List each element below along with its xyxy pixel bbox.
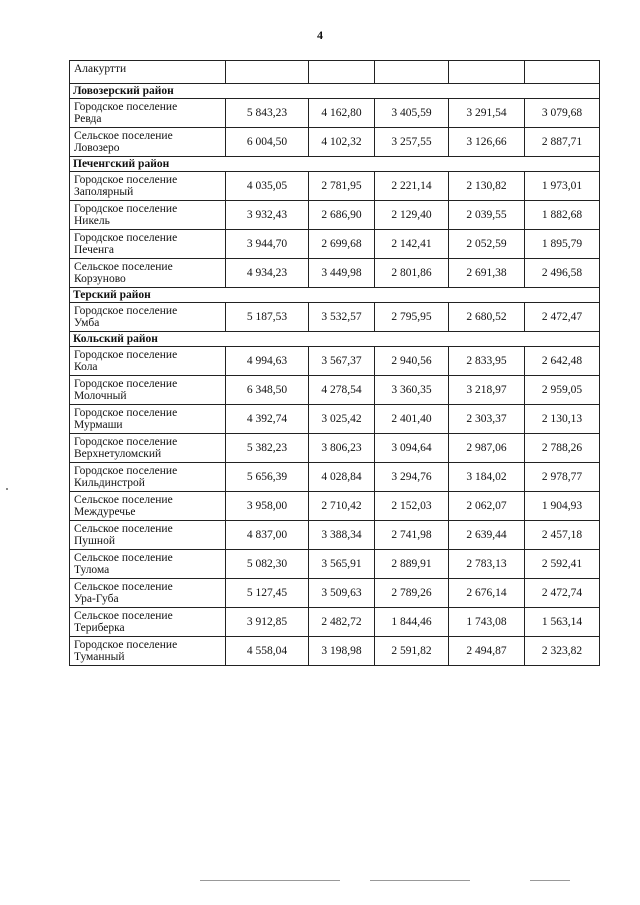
value-cell-3: 3 405,59 <box>375 99 449 128</box>
value-cell-5: 2 457,18 <box>525 521 600 550</box>
value-cell-4: 2 303,37 <box>449 405 525 434</box>
settlement-title: Кильдинстрой <box>74 477 145 489</box>
value-cell-3: 1 844,46 <box>375 608 449 637</box>
settlement-type: Городское поселение <box>74 349 178 361</box>
settlement-title: Мурмаши <box>74 419 123 431</box>
settlement-title: Корзуново <box>74 273 126 285</box>
value-cell-5: 1 895,79 <box>525 230 600 259</box>
settlement-name <box>70 463 226 492</box>
value-cell-5: 2 472,47 <box>525 303 600 332</box>
value-cell-1: 5 187,53 <box>226 303 309 332</box>
settlement-row <box>70 61 600 84</box>
value-cell-4: 2 833,95 <box>449 347 525 376</box>
settlement-values-table <box>69 60 600 666</box>
settlement-name <box>70 608 226 637</box>
value-cell-5: 2 887,71 <box>525 128 600 157</box>
value-cell-3: 2 789,26 <box>375 579 449 608</box>
settlement-type: Городское поселение <box>74 639 178 651</box>
settlement-type: Сельское поселение <box>74 261 173 273</box>
value-cell-3: 2 221,14 <box>375 172 449 201</box>
value-cell-5: 2 642,48 <box>525 347 600 376</box>
settlement-type: Городское поселение <box>74 436 178 448</box>
value-cell-4: 3 126,66 <box>449 128 525 157</box>
settlement-type: Алакуртти <box>74 63 127 75</box>
district-name: Кольский район <box>70 332 600 347</box>
value-cell-4: 2 494,87 <box>449 637 525 666</box>
settlement-title: Заполярный <box>74 186 134 198</box>
value-cell-4: 2 130,82 <box>449 172 525 201</box>
value-cell-5: 2 788,26 <box>525 434 600 463</box>
settlement-title: Кола <box>74 361 98 373</box>
settlement-row <box>70 550 600 579</box>
district-header-row <box>70 84 600 99</box>
settlement-name <box>70 405 226 434</box>
value-cell-2: 4 102,32 <box>309 128 375 157</box>
value-cell-3 <box>375 61 449 84</box>
value-cell-5: 2 496,58 <box>525 259 600 288</box>
value-cell-2: 2 710,42 <box>309 492 375 521</box>
district-name: Печенгский район <box>70 157 600 172</box>
value-cell-3: 2 801,86 <box>375 259 449 288</box>
value-cell-4: 2 691,38 <box>449 259 525 288</box>
district-header-row <box>70 332 600 347</box>
value-cell-2: 3 025,42 <box>309 405 375 434</box>
value-cell-1: 6 004,50 <box>226 128 309 157</box>
settlement-name <box>70 172 226 201</box>
value-cell-2: 3 565,91 <box>309 550 375 579</box>
value-cell-2 <box>309 61 375 84</box>
settlement-row <box>70 128 600 157</box>
settlement-title: Молочный <box>74 390 127 402</box>
value-cell-3: 2 401,40 <box>375 405 449 434</box>
value-cell-4 <box>449 61 525 84</box>
value-cell-5: 2 323,82 <box>525 637 600 666</box>
settlement-type: Городское поселение <box>74 305 178 317</box>
settlement-row <box>70 521 600 550</box>
settlement-row <box>70 303 600 332</box>
settlement-type: Сельское поселение <box>74 581 173 593</box>
settlement-type: Городское поселение <box>74 174 178 186</box>
settlement-row <box>70 434 600 463</box>
settlement-title: Умба <box>74 317 100 329</box>
value-cell-3: 2 940,56 <box>375 347 449 376</box>
value-cell-2: 3 567,37 <box>309 347 375 376</box>
value-cell-1: 3 912,85 <box>226 608 309 637</box>
settlement-row <box>70 376 600 405</box>
settlement-name <box>70 99 226 128</box>
settlement-type: Городское поселение <box>74 465 178 477</box>
settlement-row <box>70 347 600 376</box>
value-cell-5: 2 592,41 <box>525 550 600 579</box>
value-cell-3: 2 142,41 <box>375 230 449 259</box>
value-cell-4: 2 680,52 <box>449 303 525 332</box>
settlement-row <box>70 230 600 259</box>
value-cell-5: 1 973,01 <box>525 172 600 201</box>
value-cell-5: 2 959,05 <box>525 376 600 405</box>
settlement-type: Сельское поселение <box>74 494 173 506</box>
value-cell-2: 2 781,95 <box>309 172 375 201</box>
settlement-title: Никель <box>74 215 110 227</box>
settlement-name <box>70 637 226 666</box>
value-cell-2: 3 449,98 <box>309 259 375 288</box>
value-cell-3: 3 094,64 <box>375 434 449 463</box>
value-cell-2: 2 699,68 <box>309 230 375 259</box>
value-cell-5: 2 472,74 <box>525 579 600 608</box>
settlement-title: Ура-Губа <box>74 593 119 605</box>
value-cell-4: 2 062,07 <box>449 492 525 521</box>
value-cell-3: 2 591,82 <box>375 637 449 666</box>
value-cell-1: 5 656,39 <box>226 463 309 492</box>
settlement-name <box>70 230 226 259</box>
settlement-name <box>70 579 226 608</box>
value-cell-4: 2 783,13 <box>449 550 525 579</box>
page-number: 4 <box>317 28 323 42</box>
value-cell-4: 2 639,44 <box>449 521 525 550</box>
district-header-row <box>70 288 600 303</box>
value-cell-2: 4 028,84 <box>309 463 375 492</box>
settlement-row <box>70 608 600 637</box>
settlement-row <box>70 99 600 128</box>
value-cell-2: 3 509,63 <box>309 579 375 608</box>
value-cell-5 <box>525 61 600 84</box>
value-cell-1: 5 843,23 <box>226 99 309 128</box>
value-cell-3: 2 795,95 <box>375 303 449 332</box>
settlement-type: Сельское поселение <box>74 130 173 142</box>
settlement-row <box>70 172 600 201</box>
value-cell-5: 1 563,14 <box>525 608 600 637</box>
settlement-title: Туманный <box>74 651 125 663</box>
scan-speck <box>6 488 8 490</box>
settlement-title: Междуречье <box>74 506 136 518</box>
settlement-title: Ревда <box>74 113 102 125</box>
settlement-type: Сельское поселение <box>74 610 173 622</box>
value-cell-1 <box>226 61 309 84</box>
value-cell-4: 2 039,55 <box>449 201 525 230</box>
value-cell-1: 4 994,63 <box>226 347 309 376</box>
settlement-type: Городское поселение <box>74 203 178 215</box>
value-cell-1: 5 082,30 <box>226 550 309 579</box>
settlement-title: Верхнетуломский <box>74 448 162 460</box>
value-cell-1: 5 382,23 <box>226 434 309 463</box>
value-cell-4: 1 743,08 <box>449 608 525 637</box>
settlement-title: Ловозеро <box>74 142 120 154</box>
settlement-name <box>70 347 226 376</box>
district-name: Ловозерский район <box>70 84 600 99</box>
value-cell-5: 2 978,77 <box>525 463 600 492</box>
value-cell-4: 3 218,97 <box>449 376 525 405</box>
value-cell-1: 3 944,70 <box>226 230 309 259</box>
value-cell-4: 3 291,54 <box>449 99 525 128</box>
settlement-name <box>70 303 226 332</box>
settlement-type: Сельское поселение <box>74 552 173 564</box>
value-cell-2: 2 686,90 <box>309 201 375 230</box>
value-cell-5: 1 904,93 <box>525 492 600 521</box>
value-cell-5: 2 130,13 <box>525 405 600 434</box>
settlement-title: Тулома <box>74 564 110 576</box>
settlement-row <box>70 463 600 492</box>
value-cell-1: 4 392,74 <box>226 405 309 434</box>
settlement-row <box>70 201 600 230</box>
settlement-name <box>70 201 226 230</box>
settlement-title: Пушной <box>74 535 115 547</box>
settlement-name <box>70 434 226 463</box>
settlement-type: Городское поселение <box>74 232 178 244</box>
value-cell-4: 3 184,02 <box>449 463 525 492</box>
settlement-type: Городское поселение <box>74 378 178 390</box>
value-cell-1: 3 958,00 <box>226 492 309 521</box>
value-cell-3: 2 741,98 <box>375 521 449 550</box>
value-cell-1: 3 932,43 <box>226 201 309 230</box>
value-cell-1: 5 127,45 <box>226 579 309 608</box>
settlement-row <box>70 579 600 608</box>
footer-scan-marks <box>200 880 580 882</box>
value-cell-2: 4 278,54 <box>309 376 375 405</box>
value-cell-2: 3 806,23 <box>309 434 375 463</box>
district-name: Терский район <box>70 288 600 303</box>
settlement-row <box>70 637 600 666</box>
settlement-title: Териберка <box>74 622 125 634</box>
settlement-row <box>70 259 600 288</box>
settlement-row <box>70 492 600 521</box>
settlement-name <box>70 492 226 521</box>
value-cell-1: 4 934,23 <box>226 259 309 288</box>
district-header-row <box>70 157 600 172</box>
settlement-type: Городское поселение <box>74 101 178 113</box>
value-cell-2: 4 162,80 <box>309 99 375 128</box>
value-cell-3: 3 294,76 <box>375 463 449 492</box>
value-cell-3: 2 889,91 <box>375 550 449 579</box>
settlement-name <box>70 376 226 405</box>
value-cell-1: 4 558,04 <box>226 637 309 666</box>
value-cell-1: 4 837,00 <box>226 521 309 550</box>
value-cell-2: 3 532,57 <box>309 303 375 332</box>
value-cell-1: 4 035,05 <box>226 172 309 201</box>
value-cell-5: 3 079,68 <box>525 99 600 128</box>
value-cell-5: 1 882,68 <box>525 201 600 230</box>
value-cell-4: 2 987,06 <box>449 434 525 463</box>
value-cell-3: 3 360,35 <box>375 376 449 405</box>
value-cell-1: 6 348,50 <box>226 376 309 405</box>
settlement-name <box>70 259 226 288</box>
value-cell-2: 3 198,98 <box>309 637 375 666</box>
value-cell-4: 2 052,59 <box>449 230 525 259</box>
settlement-name <box>70 128 226 157</box>
settlement-type: Городское поселение <box>74 407 178 419</box>
value-cell-3: 2 152,03 <box>375 492 449 521</box>
settlement-type: Сельское поселение <box>74 523 173 535</box>
value-cell-2: 3 388,34 <box>309 521 375 550</box>
settlement-title: Печенга <box>74 244 114 256</box>
value-cell-3: 3 257,55 <box>375 128 449 157</box>
settlement-name <box>70 61 226 84</box>
value-cell-2: 2 482,72 <box>309 608 375 637</box>
value-cell-4: 2 676,14 <box>449 579 525 608</box>
value-cell-3: 2 129,40 <box>375 201 449 230</box>
settlement-name <box>70 521 226 550</box>
settlement-row <box>70 405 600 434</box>
settlement-name <box>70 550 226 579</box>
table-body <box>70 61 600 666</box>
